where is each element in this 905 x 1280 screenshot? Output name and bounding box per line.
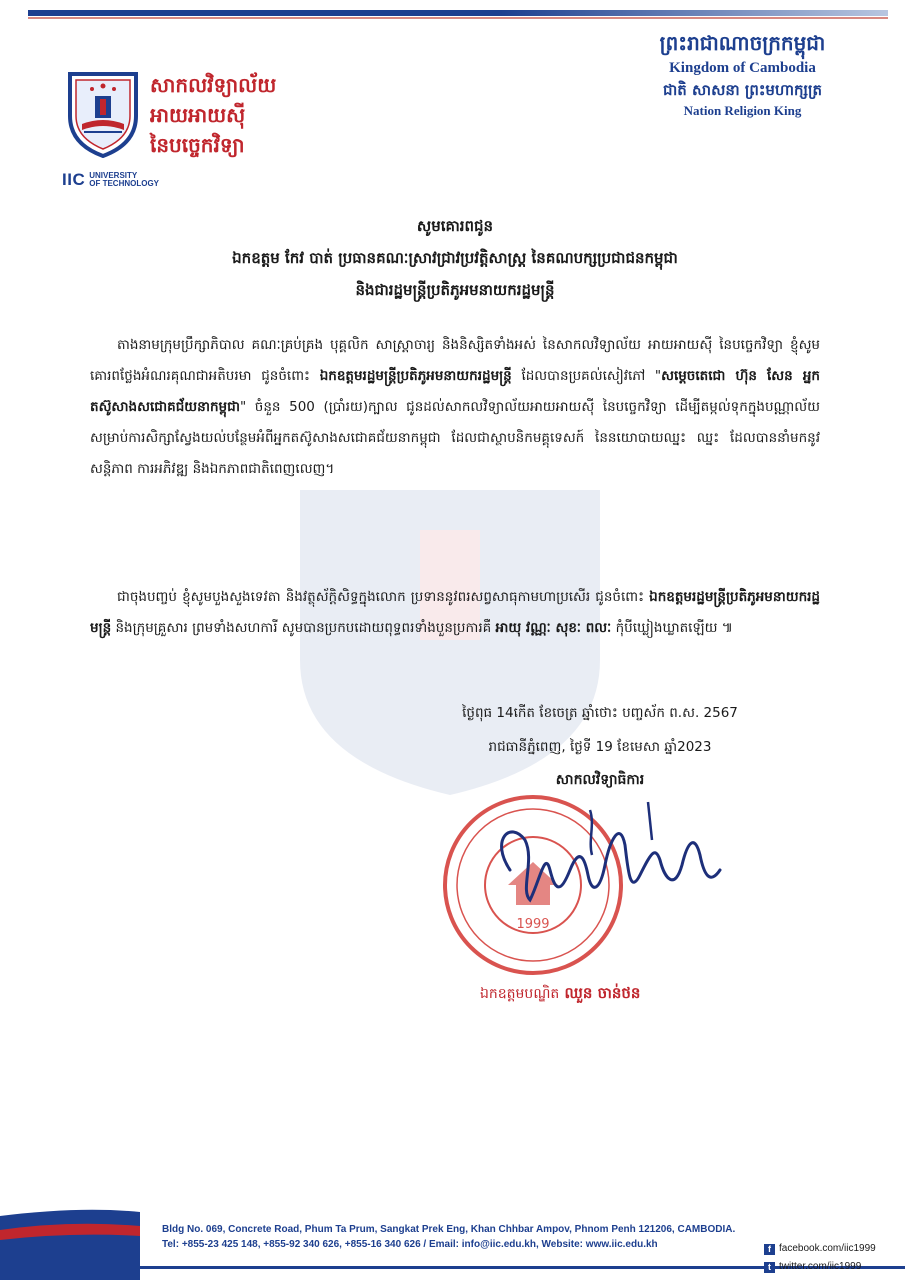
university-name-line: សាកលវិទ្យាល័យ [150, 73, 277, 97]
top-band [28, 10, 888, 16]
iic-text: IIC [62, 170, 86, 189]
salutation [90, 210, 820, 306]
motto-en: Nation Religion King [683, 103, 802, 118]
salutation-line: និងជារដ្ឋមន្ត្រីប្រតិភូអមនាយករដ្ឋមន្ត្រី [355, 281, 555, 299]
salutation-line: សូមគោរពជូន [416, 217, 494, 235]
lunar-date: ថ្ងៃពុធ 14កើត ខែចេត្រ ឆ្នាំថោះ បញ្ចស័ក ព.ស. 2567 [462, 705, 738, 721]
salutation-line: ឯកឧត្តម កែវ បាត់ ប្រធានគណៈស្រាវជ្រាវប្រវត្តិសាស្ត្រ នៃគណបក្សប្រជាជនកម្ពុជា [232, 249, 678, 267]
university-name-km [150, 70, 340, 160]
top-band-accent [28, 17, 888, 19]
solar-date: រាជធានីភ្នំពេញ, ថ្ងៃទី 19 ខែមេសា ឆ្នាំ2023 [488, 739, 712, 755]
kingdom-header [600, 28, 885, 120]
footer-phone-email: Tel: +855-23 425 148, +855-92 340 626, +855-16 340 626 / Email: info@iic.edu.kh, Website: www.iic.edu.kh [162, 1239, 658, 1250]
body-paragraph-2: ជាចុងបញ្ចប់ ខ្ញុំសូមបួងសួងទេវតា និងវត្ថុស័ក្តិសិទ្ធក្នុងលោក ប្រទាននូវពរសព្វសាធុកាមហាប្រសើរ ជូនចំពោះ ឯកឧត្តមរដ្ឋមន្ត្រីប្រតិភូអមនាយករដ្ឋមន្ត្រី និងក្រុមគ្រួសារ ព្រមទាំងសហការី សូមបានប្រកបដោយពុទ្ធពរទាំងបួនប្រការគឺ អាយុ វណ្ណៈ សុខៈ ពលៈ កុំបីឃ្លៀងឃ្លាតឡើយ ៕ [90, 589, 820, 636]
signer-name-text: ឈួន ចាន់ថន [564, 984, 641, 1002]
facebook-icon: f [764, 1244, 775, 1255]
twitter-link[interactable]: t twitter.com/iic1999 [764, 1258, 876, 1276]
footer-contact [162, 1222, 762, 1252]
footer-address: Bldg No. 069, Concrete Road, Phum Ta Prum, Sangkat Prek Eng, Khan Chhbar Ampov, Phnom Penh 121206, CAMBODIA. [162, 1224, 736, 1235]
signer-name [480, 984, 780, 1006]
motto-km: ជាតិ សាសនា ព្រះមហាក្សត្រ [663, 81, 822, 99]
signer-prefix: ឯកឧត្តមបណ្ឌិត [480, 986, 560, 1002]
kingdom-en: Kingdom of Cambodia [669, 60, 816, 76]
svg-text:1999: 1999 [516, 917, 550, 932]
body-paragraph-1: តាងនាមក្រុមប្រឹក្សាភិបាល គណៈគ្រប់គ្រង បុគ្គលិក សាស្ត្រាចារ្យ និងនិស្សិតទាំងអស់ នៃសាកលវិទ្យាល័យ អាយអាយស៊ី នៃបច្ចេកវិទ្យា ខ្ញុំសូមគោរពថ្លែងអំណរគុណជាអតិបរមា ជូនចំពោះ ឯកឧត្តមរដ្ឋមន្ត្រីប្រតិភូអមនាយករដ្ឋមន្ត្រី ដែលបានប្រគល់សៀវភៅ "សម្តេចតេជោ ហ៊ុន សែន អ្នកតស៊ូសាងសជោគជ័យនាកម្ពុជា" ចំនួន 500 (ប្រាំរយ)ក្បាល ជូនដល់សាកលវិទ្យាល័យអាយអាយស៊ី នៃបច្ចេកវិទ្យា ដើម្បីតម្កល់ទុកក្នុងបណ្ណាល័យ សម្រាប់ការសិក្សាស្វែងយល់បន្ថែមអំពីអ្នកតស៊ូសាងសជោគជ័យនាកម្ពុជា ដែលជាស្ថាបនិកមគ្គុទេសក៍ នៃនយោបាយឈ្នះ ឈ្នះ ដែលបាននាំមកនូវសន្តិភាព ការអភិវឌ្ឍ និងឯកភាពជាតិពេញលេញ។ [90, 337, 820, 477]
handwritten-signature [470, 800, 740, 930]
university-wordmark [62, 170, 159, 190]
rector-title: សាកលវិទ្យាធិការ [555, 772, 645, 788]
university-name-line: នៃបច្ចេកវិទ្យា [150, 133, 245, 157]
university-name-line: អាយអាយស៊ី [150, 103, 246, 127]
social-links [764, 1240, 876, 1276]
facebook-link[interactable]: f facebook.com/iic1999 [764, 1240, 876, 1258]
kingdom-km: ព្រះរាជាណាចក្រកម្ពុជា [659, 31, 826, 55]
twitter-icon: t [764, 1262, 775, 1273]
university-logo [62, 66, 144, 158]
university-of-technology-text: UNIVERSITY OF TECHNOLOGY [89, 171, 160, 188]
